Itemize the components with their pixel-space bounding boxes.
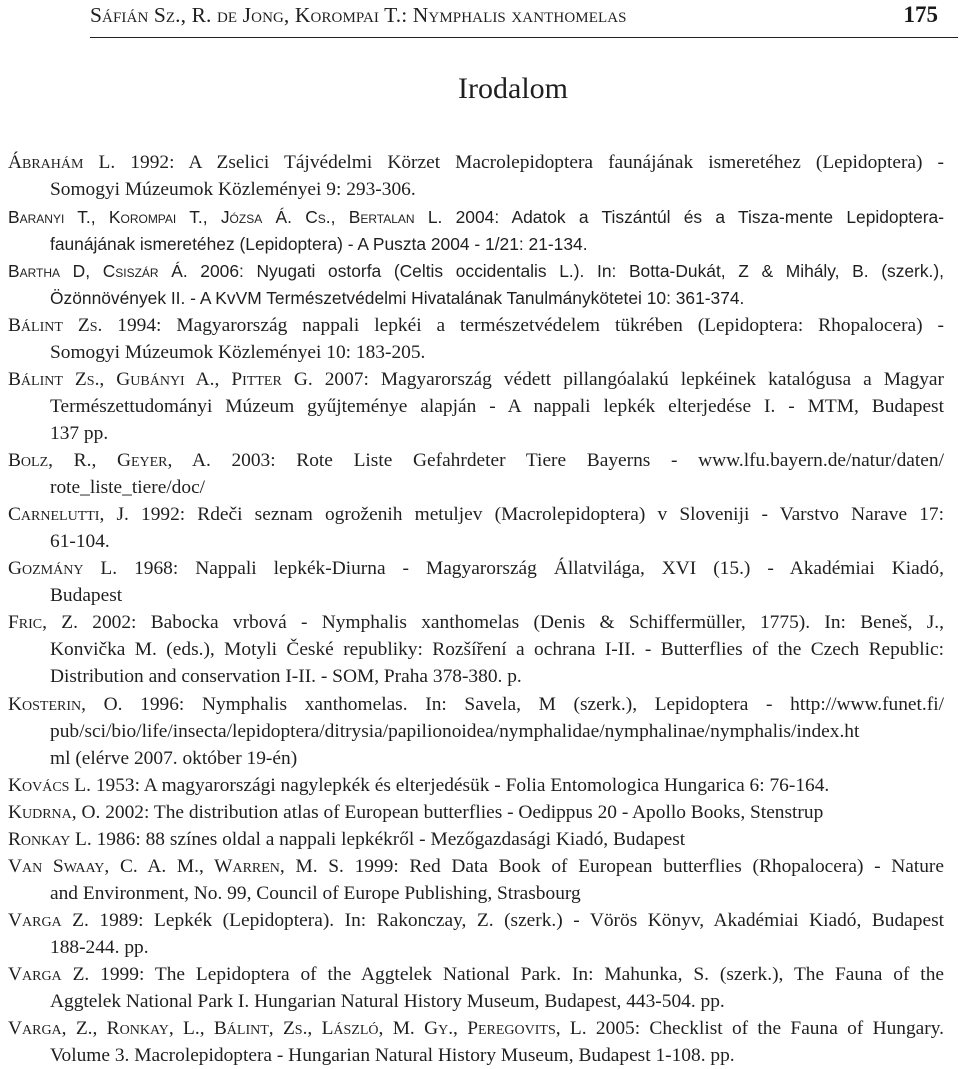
reference-text: 2006: Nyugati ostorfa (Celtis occidentalis L.). In: Botta-Dukát, Z & Mihály, B. (szerk.), [187,261,944,281]
reference-first-line [8,501,944,528]
reference-text: 2002: The distribution atlas of European butterflies - Oedippus 20 - Apollo Books, Stenstrup [100,802,824,823]
reference-continuation-line: Aggtelek National Park I. Hungarian Natural History Museum, Budapest, 443-504. pp. [50,991,725,1012]
header-rule [90,37,958,38]
reference-text: 1986: 88 színes oldal a nappali lepkékről - Mezőgazdasági Kiadó, Budapest [91,829,686,850]
reference-first-line [8,799,823,826]
reference-authors: Ábrahám L. [8,152,116,173]
reference-authors: Bolz, R., Geyer, A. [8,450,211,471]
reference-continuation-line: Konvička M. (eds.), Motyli České republiky: Rozšíření a ochrana I-II. - Butterflies of the Czech Republic: [50,639,944,660]
reference-first-line [8,826,685,853]
reference-text: 1996: Nymphalis xanthomelas. In: Savela, M (szerk.), Lepidoptera - http://www.funet.fi/ [122,694,944,715]
reference-authors: Kovács L. [8,775,91,796]
reference-first-line [8,258,944,285]
reference-continuation-line: pub/sci/bio/life/insecta/lepidoptera/ditrysia/papilionoidea/nymphalidae/nymphalinae/nymphalis/index.ht [50,721,860,742]
reference-continuation-line: 61-104. [50,531,110,552]
reference-text: 2002: Babocka vrbová - Nymphalis xanthomelas (Denis & Schiffermüller, 1775). In: Beneš, J., [77,612,944,633]
page-number: 175 [903,2,938,27]
reference-authors: Varga Z. [8,964,90,985]
reference-first-line [8,691,944,718]
reference-first-line [8,609,944,636]
reference-authors: Varga Z. [8,910,89,931]
reference-text: 1989: Lepkék (Lepidoptera). In: Rakonczay, Z. (szerk.) - Vörös Könyv, Akadémiai Kiadó, Budapest [88,910,945,931]
reference-continuation-line: faunájának ismeretéhez (Lepidoptera) - A Puszta 2004 - 1/21: 21-134. [50,234,588,254]
reference-authors: Bartha D, Csiszár Á. [8,261,188,281]
reference-text: 2005: Checklist of the Fauna of Hungary. [586,1018,945,1039]
reference-continuation-line: 137 pp. [50,423,109,444]
reference-first-line [8,772,829,799]
reference-text: 1999: The Lepidoptera of the Aggtelek National Park. In: Mahunka, S. (szerk.), The Fauna of the [89,964,944,985]
reference-first-line [8,204,944,231]
reference-first-line [8,853,944,880]
reference-first-line [8,366,944,393]
reference-text: 1992: A Zselici Tájvédelmi Körzet Macrolepidoptera faunájának ismeretéhez (Lepidoptera) - [115,152,945,173]
reference-authors: Carnelutti, J. [8,504,129,525]
reference-continuation-line: Volume 3. Macrolepidoptera - Hungarian Natural History Museum, Budapest 1-108. pp. [50,1045,735,1066]
reference-authors: Kosterin, O. [8,694,123,715]
reference-continuation-line: ml (elérve 2007. október 19-én) [50,748,298,769]
reference-first-line [8,149,944,176]
reference-authors: Van Swaay, C. A. M., Warren, M. S. [8,856,344,877]
reference-continuation-line: Somogyi Múzeumok Közleményei 10: 183-205. [50,342,426,363]
reference-first-line [8,961,944,988]
running-head-title: Sáfián Sz., R. de Jong, Korompai T.: Nymphalis xanthomelas [90,3,627,27]
reference-first-line [8,907,944,934]
reference-authors: Gozmány L. [8,558,118,579]
reference-continuation-line: 188-244. pp. [50,937,149,958]
reference-continuation-line: Özönnövények II. - A KvVM Természetvédelmi Hivatalának Tanulmánykötetei 10: 361-374. [50,288,745,308]
reference-authors: Ronkay L. [8,829,92,850]
reference-text: 1953: A magyarországi nagylepkék és elterjedésük - Folia Entomologica Hungarica 6: 76-164. [91,775,830,796]
reference-continuation-line: and Environment, No. 99, Council of Europe Publishing, Strasbourg [50,883,581,904]
reference-first-line [8,312,944,339]
reference-continuation-line: Somogyi Múzeumok Közleményei 9: 293-306. [50,179,416,200]
reference-continuation-line: Budapest [50,585,123,606]
reference-text: 1994: Magyarország nappali lepkéi a természetvédelem tükrében (Lepidoptera: Rhopalocera) - [102,315,944,336]
reference-text: 2007: Magyarország védett pillangóalakú lepkéinek katalógusa a Magyar [312,369,944,390]
reference-first-line [8,1015,944,1042]
reference-text: 2003: Rote Liste Gefahrdeter Tiere Bayerns - www.lfu.bayern.de/natur/daten/ [210,450,944,471]
reference-authors: Kudrna, O. [8,802,101,823]
reference-text: 1968: Nappali lepkék-Diurna - Magyarország Állatvilága, XVI (15.) - Akadémiai Kiadó, [117,558,944,579]
reference-authors: Baranyi T., Korompai T., Józsa Á. Cs., Bertalan L. [8,207,443,227]
running-head [90,2,938,32]
reference-authors: Bálint Zs. [8,315,103,336]
reference-text: 1999: Red Data Book of European butterflies (Rhopalocera) - Nature [343,856,944,877]
reference-authors: Fric, Z. [8,612,78,633]
reference-text: 1992: Rdeči seznam ogroženih metuljev (Macrolepidoptera) v Sloveniji - Varstvo Narave 17: [128,504,944,525]
reference-text: 2004: Adatok a Tiszántúl és a Tisza-mente Lepidoptera- [442,207,945,227]
reference-continuation-line: Distribution and conservation I-II. - SOM, Praha 378-380. p. [50,666,522,687]
reference-first-line [8,555,944,582]
reference-continuation-line: rote_liste_tiere/doc/ [50,477,206,498]
reference-authors: Varga, Z., Ronkay, L., Bálint, Zs., László, M. Gy., Peregovits, L. [8,1018,587,1039]
section-title: Irodalom [458,72,568,105]
reference-continuation-line: Természettudományi Múzeum gyűjteménye alapján - A nappali lepkék elterjedése I. - MTM, Budapest [50,396,944,417]
reference-first-line [8,447,944,474]
reference-authors: Bálint Zs., Gubányi A., Pitter G. [8,369,313,390]
